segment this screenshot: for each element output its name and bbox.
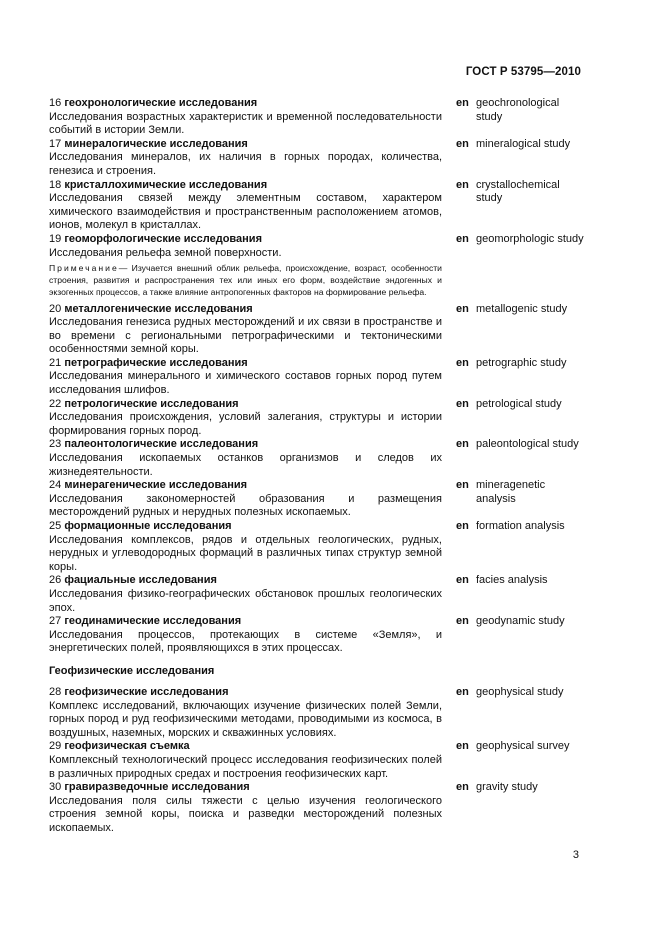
language-tag: en	[456, 137, 469, 150]
term-title	[49, 781, 442, 795]
term-name: геофизическая съемка	[64, 740, 190, 753]
english-term: petrographic study	[476, 356, 567, 369]
term-number: 30	[49, 781, 62, 794]
term-definition: Исследования закономерностей образования и размещения месторождений рудных и нерудных полезных ископаемых.	[49, 492, 442, 519]
term-russian	[49, 179, 442, 233]
term-entry	[49, 740, 584, 781]
term-title	[49, 686, 442, 700]
term-entry	[49, 179, 584, 233]
term-definition: Исследования генезиса рудных месторождений и их связи в пространстве и во времени с региональными петрографическими и тектоническими особенностями земной коры.	[49, 316, 442, 356]
language-tag: en	[456, 615, 469, 628]
term-definition: Комплекс исследований, включающих изучение физических полей Земли, горных пород и руд геофизическими методами, проводимыми из космоса, в воздушных, наземных, морских и скважинных условиях.	[49, 699, 442, 739]
term-english	[456, 615, 584, 629]
english-term: petrological study	[476, 397, 562, 410]
english-term: gravity study	[476, 781, 538, 794]
term-entry	[49, 233, 584, 260]
term-definition: Исследования минерального и химического составов горных пород путем исследования шлифов.	[49, 370, 442, 397]
term-number: 20	[49, 302, 62, 315]
term-russian	[49, 781, 442, 835]
note-text: — Изучается внешний облик рельефа, происхождение, возраст, особенности строения, развития и распространения тех или иных его форм, воздействие эндогенных и экзогенных процессов, а также влияние антропогенных факторов на формирование рельефа.	[49, 263, 442, 297]
language-tag: en	[456, 479, 469, 492]
language-tag: en	[456, 356, 469, 369]
term-english	[456, 686, 584, 700]
term-entry	[49, 357, 584, 398]
term-entry	[49, 303, 584, 357]
term-number: 23	[49, 438, 62, 451]
term-title	[49, 233, 442, 247]
term-title	[49, 398, 442, 412]
term-definition: Исследования минералов, их наличия в горных породах, количества, генезиса и строения.	[49, 151, 442, 177]
language-tag: en	[456, 740, 469, 753]
english-term: geochronological study	[476, 97, 560, 123]
term-english	[456, 303, 584, 317]
term-name: гравиразведочные исследования	[64, 781, 250, 794]
term-russian	[49, 398, 442, 439]
term-title	[49, 438, 442, 452]
term-number: 18	[49, 178, 62, 191]
term-title	[49, 574, 442, 588]
page-header: ГОСТ Р 53795—2010	[465, 66, 581, 78]
english-term: geodynamic study	[476, 615, 565, 628]
term-entry	[49, 615, 584, 656]
term-english	[456, 479, 584, 506]
term-name: геохронологические исследования	[64, 97, 258, 109]
language-tag: en	[456, 397, 469, 410]
term-russian	[49, 479, 442, 520]
term-name: фациальные исследования	[64, 574, 217, 587]
english-term: mineralogical study	[476, 137, 571, 150]
term-name: геофизические исследования	[64, 685, 229, 698]
language-tag: en	[456, 232, 469, 245]
term-entry	[49, 97, 584, 138]
language-tag: en	[456, 574, 469, 587]
term-name: формационные исследования	[64, 520, 232, 533]
term-title	[49, 615, 442, 629]
term-russian	[49, 233, 442, 260]
term-name: петрографические исследования	[64, 356, 248, 369]
terms-list	[49, 97, 584, 835]
term-number: 24	[49, 479, 62, 492]
language-tag: en	[456, 178, 469, 191]
english-term: geophysical study	[476, 685, 564, 698]
language-tag: en	[456, 520, 469, 533]
term-name: геодинамические исследования	[64, 615, 242, 628]
term-title	[49, 520, 442, 534]
term-russian	[49, 303, 442, 357]
note	[49, 263, 442, 298]
term-english	[456, 233, 584, 247]
english-term: mineragenetic analysis	[476, 479, 546, 505]
language-tag: en	[456, 97, 469, 109]
term-english	[456, 574, 584, 588]
term-number: 19	[49, 232, 62, 245]
term-number: 21	[49, 356, 62, 369]
term-entry	[49, 438, 584, 479]
language-tag: en	[456, 302, 469, 315]
english-term: geophysical survey	[476, 740, 570, 753]
term-definition: Исследования физико-географических обстановок прошлых геологических эпох.	[49, 587, 442, 614]
term-title	[49, 479, 442, 493]
term-definition: Исследования рельефа земной поверхности.	[49, 246, 282, 259]
term-title	[49, 138, 442, 152]
term-definition: Комплексный технологический процесс исследования геофизических полей в различных природных средах и построения геофизических карт.	[49, 753, 442, 780]
term-name: металлогенические исследования	[64, 302, 253, 315]
term-name: палеонтологические исследования	[64, 438, 259, 451]
term-english	[456, 438, 584, 452]
term-english	[456, 520, 584, 534]
note-label: Примечание	[49, 263, 119, 274]
term-english	[456, 138, 584, 152]
term-english	[456, 97, 584, 124]
term-title	[49, 357, 442, 371]
page-number: 3	[572, 849, 579, 861]
term-number: 16	[49, 97, 62, 109]
term-number: 17	[49, 137, 62, 150]
term-number: 26	[49, 574, 62, 587]
term-name: минералогические исследования	[64, 137, 248, 150]
term-english	[456, 179, 584, 206]
term-entry	[49, 574, 584, 615]
term-definition: Исследования комплексов, рядов и отдельных геологических, рудных, нерудных и углеводородных формаций в различных типах структур земной коры.	[49, 533, 442, 573]
term-name: минерагенические исследования	[64, 479, 248, 492]
term-russian	[49, 615, 442, 656]
term-number: 22	[49, 397, 62, 410]
term-definition: Исследования ископаемых останков организмов и следов их жизнедеятельности.	[49, 452, 442, 478]
term-english	[456, 781, 584, 795]
term-number: 27	[49, 615, 62, 628]
language-tag: en	[456, 438, 469, 451]
language-tag: en	[456, 781, 469, 794]
term-title	[49, 303, 442, 317]
term-definition: Исследования связей между элементным составом, характером химического взаимодействия и пространственным расположением атомов, ионов, молекул в кристаллах.	[49, 192, 442, 232]
term-entry	[49, 686, 584, 740]
term-entry	[49, 138, 584, 179]
term-number: 28	[49, 685, 62, 698]
term-entry	[49, 398, 584, 439]
term-definition: Исследования происхождения, условий залегания, структуры и истории формирования горных пород.	[49, 411, 442, 437]
section-heading: Геофизические исследования	[49, 664, 215, 677]
term-russian	[49, 138, 442, 179]
english-term: facies analysis	[476, 574, 548, 587]
english-term: paleontological study	[476, 438, 579, 451]
english-term: formation analysis	[476, 520, 565, 533]
term-definition: Исследования поля силы тяжести с целью изучения геологического строения земной коры, поиска и разведки месторождений полезных ископаемых.	[49, 794, 442, 834]
term-english	[456, 740, 584, 754]
english-term: crystallochemical study	[476, 178, 560, 205]
term-entry	[49, 781, 584, 835]
english-term: metallogenic study	[476, 302, 568, 315]
term-russian	[49, 686, 442, 740]
term-definition: Исследования процессов, протекающих в системе «Земля», и энергетических полей, проявляющихся в этих процессах.	[49, 628, 442, 655]
term-russian	[49, 357, 442, 398]
term-english	[456, 357, 584, 371]
term-title	[49, 740, 442, 754]
term-russian	[49, 438, 442, 479]
term-russian	[49, 740, 442, 781]
term-number: 29	[49, 740, 62, 753]
term-name: геоморфологические исследования	[64, 232, 262, 245]
term-entry	[49, 479, 584, 520]
term-english	[456, 398, 584, 412]
term-russian	[49, 520, 442, 574]
language-tag: en	[456, 685, 469, 698]
term-russian	[49, 574, 442, 615]
term-number: 25	[49, 520, 62, 533]
term-title	[49, 179, 442, 193]
english-term: geomorphologic study	[476, 232, 584, 245]
term-russian	[49, 97, 442, 138]
term-title	[49, 97, 442, 111]
term-entry	[49, 520, 584, 574]
term-name: петрологические исследования	[64, 397, 239, 410]
term-name: кристаллохимические исследования	[64, 178, 268, 191]
term-definition: Исследования возрастных характеристик и временной последовательности событий в истории Земли.	[49, 110, 442, 137]
